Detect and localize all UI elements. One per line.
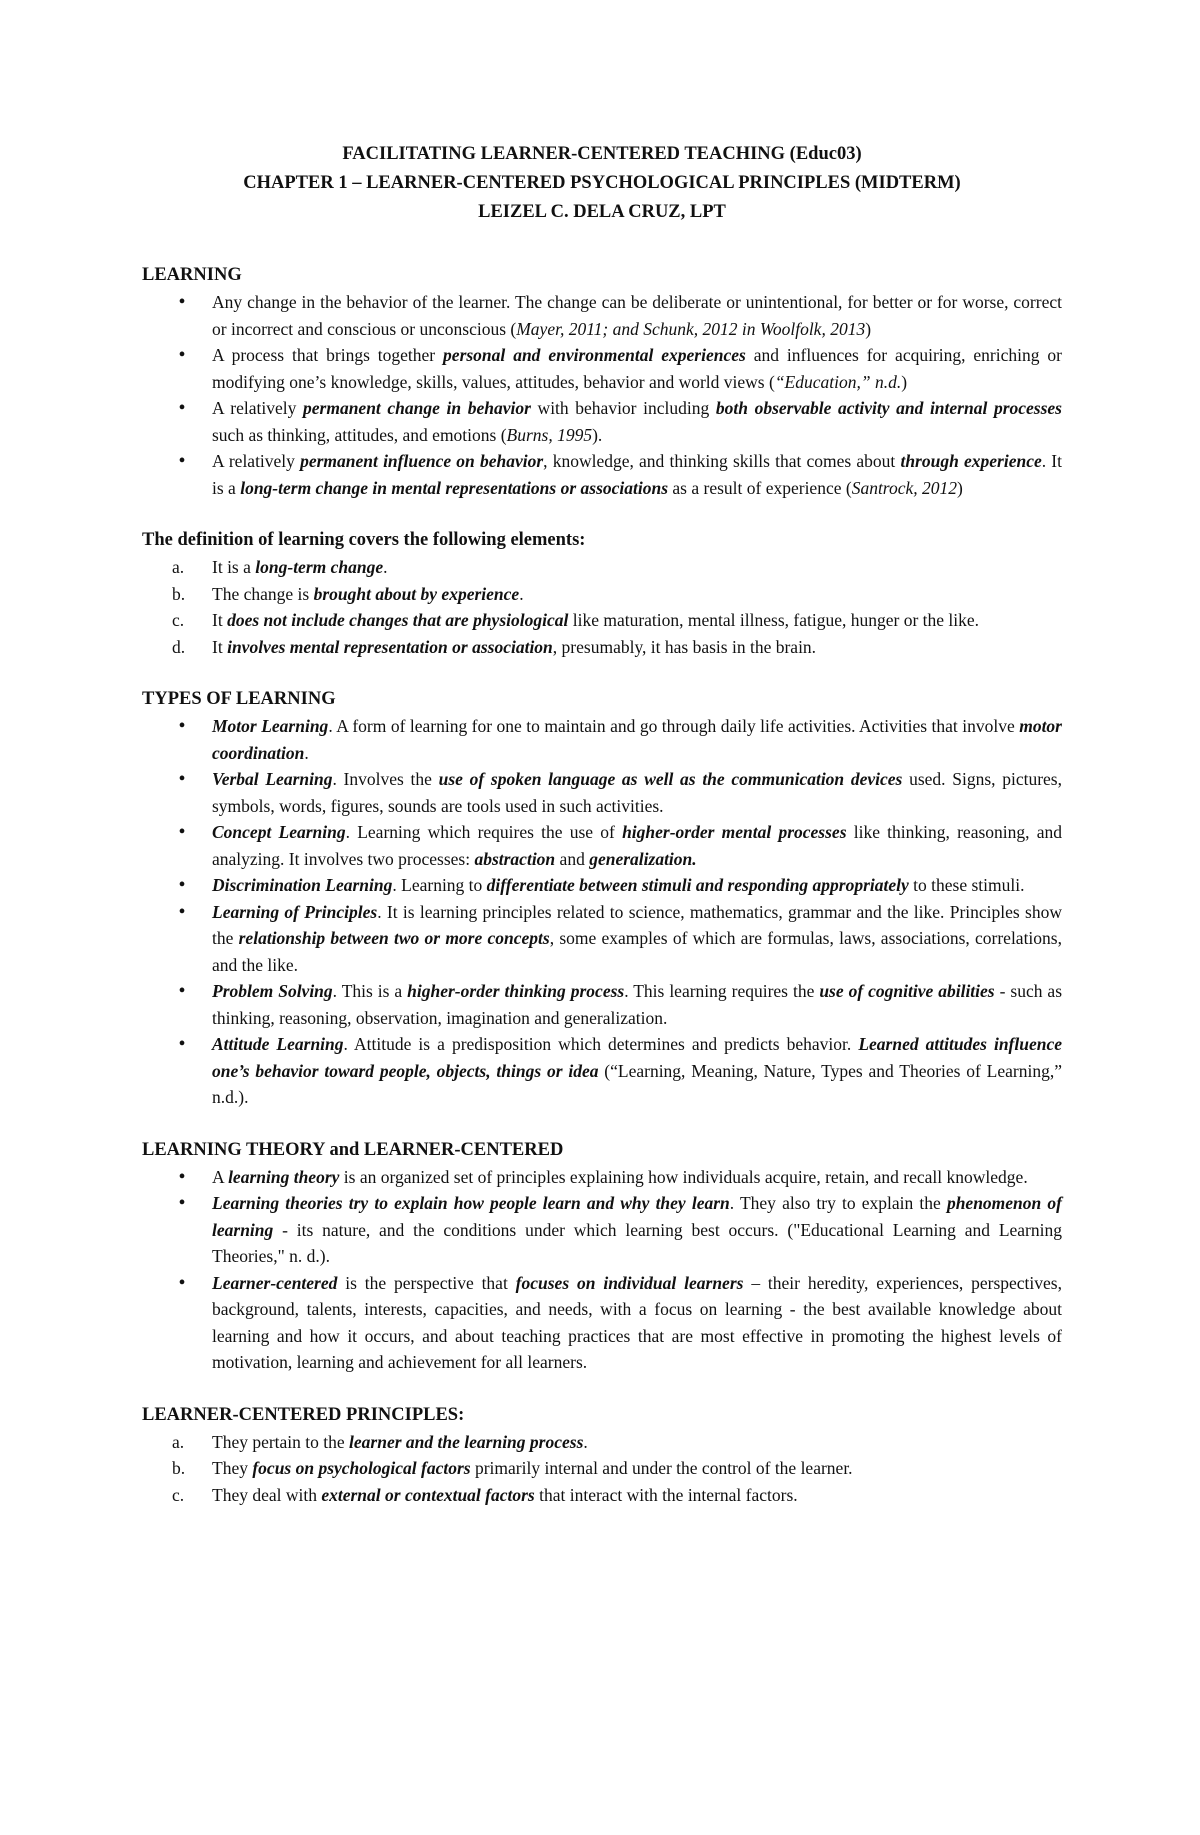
body-text: . [583, 1431, 588, 1452]
body-text: (“Learning, Meaning, Nature, Types and Theories of Learning,” n.d.). [212, 1060, 1062, 1107]
document-page [142, 140, 1062, 1508]
body-text: that interact with the internal factors. [534, 1484, 798, 1505]
body-text: ). [592, 424, 603, 445]
body-text: ) [957, 477, 963, 498]
body-text: A relatively [212, 398, 303, 418]
emphasis-text: Santrock, 2012 [851, 477, 957, 498]
body-text: . This learning requires the [624, 981, 820, 1001]
body-text: used. Signs, pictures, symbols, words, figures, sounds are tools used in such activities. [212, 769, 1062, 816]
emphasis-text: long-term change [255, 557, 384, 577]
bullet-icon [172, 1190, 192, 1217]
list-marker: a. [172, 557, 185, 577]
body-text: . A form of learning for one to maintain and go through daily life activities. Activities that involve [328, 716, 1020, 736]
emphasis-text: involves mental representation or association [227, 636, 553, 657]
list-item [142, 1270, 1062, 1376]
body-text: . [304, 742, 309, 763]
bullet-icon [172, 289, 192, 316]
list-item [142, 554, 1062, 581]
body-text: - its nature, and the conditions under which learning best occurs. ("Educational Learning and Learning Theories," n. d.). [212, 1219, 1062, 1266]
emphasis-text: Motor Learning [212, 716, 329, 736]
body-text: It is a [212, 557, 256, 577]
types-list [142, 713, 1062, 1111]
emphasis-text: Burns, 1995 [506, 424, 593, 445]
emphasis-text: Discrimination Learning [212, 875, 393, 895]
emphasis-text: use of cognitive abilities [819, 981, 995, 1001]
list-item [142, 978, 1062, 1031]
emphasis-text: permanent influence on behavior [300, 451, 544, 471]
body-text: and influences for acquiring, enriching or modifying one’s knowledge, skills, values, attitudes, behavior and world views ( [212, 345, 1062, 392]
bullet-icon [172, 448, 192, 475]
list-item [142, 1031, 1062, 1111]
list-item [142, 1429, 1062, 1456]
body-text: is the perspective that [337, 1272, 516, 1293]
body-text: Any change in the behavior of the learner. The change can be deliberate or unintentional, for better or for worse, correct or incorrect and conscious or unconscious ( [212, 292, 1062, 339]
list-item [142, 448, 1062, 501]
body-text: is an organized set of principles explaining how individuals acquire, retain, and recall knowledge. [339, 1166, 1028, 1187]
author-name: LEIZEL C. DELA CRUZ, LPT [478, 202, 726, 222]
emphasis-text: Concept Learning [212, 822, 346, 842]
emphasis-text: relationship between two or more concepts [238, 928, 550, 948]
body-text: . This is a [332, 981, 408, 1001]
body-text: such as thinking, attitudes, and emotions ( [212, 424, 507, 445]
emphasis-text: motor coordination [212, 716, 1062, 763]
emphasis-text: external or contextual factors [321, 1484, 535, 1505]
body-text: ) [865, 318, 872, 339]
bullet-icon [172, 899, 192, 926]
emphasis-text: does not include changes that are physiological [227, 610, 569, 630]
list-item [142, 342, 1062, 395]
body-text: They deal with [212, 1484, 322, 1505]
body-text: They [212, 1458, 253, 1478]
body-text: A relatively [212, 451, 301, 471]
definition-list [142, 554, 1062, 660]
bullet-icon [172, 766, 192, 793]
emphasis-text: phenomenon of learning [212, 1193, 1062, 1240]
theory-list [142, 1164, 1062, 1376]
section-heading: LEARNING [142, 265, 242, 285]
emphasis-text: learner and the learning process [349, 1431, 584, 1452]
body-text: with behavior including [530, 398, 716, 418]
section-learning [142, 262, 1062, 501]
list-marker: b. [172, 583, 186, 604]
chapter-title: CHAPTER 1 – LEARNER-CENTERED PSYCHOLOGICAL PRINCIPLES (MIDTERM) [243, 173, 961, 193]
body-text: They pertain to the [212, 1431, 350, 1452]
emphasis-text: Learning theories try to explain how people learn and why they learn [212, 1193, 730, 1213]
emphasis-text: permanent change in behavior [303, 398, 531, 418]
section-heading: TYPES OF LEARNING [142, 689, 336, 709]
list-item [142, 1455, 1062, 1482]
body-text: primarily internal and under the control of the learner. [470, 1458, 853, 1478]
principles-list [142, 1429, 1062, 1509]
emphasis-text: use of spoken language as well as the communication devices [438, 769, 903, 789]
body-text: , some examples of which are formulas, laws, associations, correlations, and the like. [212, 928, 1062, 975]
list-item [142, 634, 1062, 661]
bullet-icon [172, 713, 192, 740]
emphasis-text: abstraction [474, 848, 556, 869]
body-text: A process that brings together [212, 345, 444, 365]
section-learning-theory [142, 1137, 1062, 1376]
list-item [142, 395, 1062, 448]
emphasis-text: long-term change in mental representations or associations [240, 477, 669, 498]
emphasis-text: Learned attitudes influence one’s behavior toward people, objects, things or idea [212, 1034, 1063, 1081]
emphasis-text: through experience [900, 451, 1042, 471]
list-marker: a. [172, 1431, 185, 1452]
body-text: like maturation, mental illness, fatigue, hunger or the like. [568, 610, 980, 630]
body-text: - such as thinking, reasoning, observation, imagination and generalization. [212, 981, 1063, 1028]
course-title: FACILITATING LEARNER-CENTERED TEACHING (Educ03) [342, 144, 862, 164]
section-definition [142, 527, 1062, 660]
emphasis-text: generalization. [589, 848, 697, 869]
emphasis-text: brought about by experience [313, 583, 520, 604]
emphasis-text: focus on psychological factors [252, 1458, 471, 1478]
emphasis-text: personal and environmental experiences [443, 345, 746, 365]
bullet-icon [172, 1031, 192, 1058]
bullet-icon [172, 1270, 192, 1297]
emphasis-text: differentiate between stimuli and responding appropriately [486, 875, 909, 895]
body-text: and [555, 848, 590, 869]
body-text: The change is [212, 583, 314, 604]
section-heading: The definition of learning covers the following elements: [142, 530, 586, 550]
body-text: . They also try to explain the [729, 1193, 947, 1213]
list-item [142, 819, 1062, 872]
emphasis-text: “Education,” n.d. [774, 371, 902, 392]
list-item [142, 766, 1062, 819]
bullet-icon [172, 342, 192, 369]
body-text: , knowledge, and thinking skills that comes about [543, 451, 901, 471]
body-text: . It is a [212, 451, 1062, 498]
document-header [142, 140, 1062, 227]
emphasis-text: focuses on individual learners [515, 1272, 744, 1293]
body-text: to these stimuli. [908, 875, 1025, 895]
section-heading: LEARNING THEORY and LEARNER-CENTERED [142, 1139, 564, 1160]
list-item [142, 713, 1062, 766]
body-text: ) [901, 371, 908, 392]
list-marker: d. [172, 636, 186, 657]
emphasis-text: Problem Solving [212, 981, 333, 1001]
body-text: . [383, 557, 388, 577]
emphasis-text: learning theory [228, 1166, 340, 1187]
body-text: . Attitude is a predisposition which determines and predicts behavior. [343, 1034, 859, 1054]
list-marker: c. [172, 610, 185, 630]
body-text: like thinking, reasoning, and analyzing. It involves two processes: [212, 822, 1062, 869]
body-text: . Learning to [392, 875, 487, 895]
emphasis-text: Learner-centered [212, 1272, 338, 1293]
list-item [142, 1482, 1062, 1509]
bullet-icon [172, 1164, 192, 1191]
list-marker: c. [172, 1484, 185, 1505]
section-heading: LEARNER-CENTERED PRINCIPLES: [142, 1404, 465, 1425]
emphasis-text: higher-order thinking process [407, 981, 625, 1001]
bullet-icon [172, 395, 192, 422]
body-text: . [519, 583, 524, 604]
list-item [142, 1190, 1062, 1270]
list-item [142, 289, 1062, 342]
body-text: . Learning which requires the use of [345, 822, 623, 842]
bullet-icon [172, 872, 192, 899]
body-text: It [212, 636, 228, 657]
body-text: A [212, 1166, 229, 1187]
body-text: . Involves the [332, 769, 439, 789]
learning-list [142, 289, 1062, 501]
list-marker: b. [172, 1458, 186, 1478]
list-item [142, 899, 1062, 979]
emphasis-text: higher-order mental processes [622, 822, 847, 842]
list-item [142, 1164, 1062, 1191]
emphasis-text: Learning of Principles [212, 901, 378, 922]
emphasis-text: both observable activity and internal processes [715, 398, 1062, 418]
body-text: as a result of experience ( [668, 477, 852, 498]
list-item [142, 581, 1062, 608]
body-text: – their heredity, experiences, perspectives, background, talents, interests, capacities, and needs, with a focus on learning - the best available knowledge about learning and how it occurs, and about teaching practices that are most effective in promoting the highest levels of motivation, learning and achievement for all learners. [212, 1272, 1062, 1372]
emphasis-text: Attitude Learning [212, 1034, 344, 1054]
bullet-icon [172, 978, 192, 1005]
bullet-icon [172, 819, 192, 846]
body-text: , presumably, it has basis in the brain. [552, 636, 817, 657]
body-text: It [212, 610, 228, 630]
list-item [142, 872, 1062, 899]
emphasis-text: Mayer, 2011; and Schunk, 2012 in Woolfolk, 2013 [516, 318, 866, 339]
section-types-of-learning [142, 686, 1062, 1111]
section-learner-centered-principles [142, 1402, 1062, 1509]
list-item [142, 607, 1062, 634]
body-text: . It is learning principles related to science, mathematics, grammar and the like. Principles show the [212, 901, 1062, 948]
emphasis-text: Verbal Learning [212, 769, 333, 789]
